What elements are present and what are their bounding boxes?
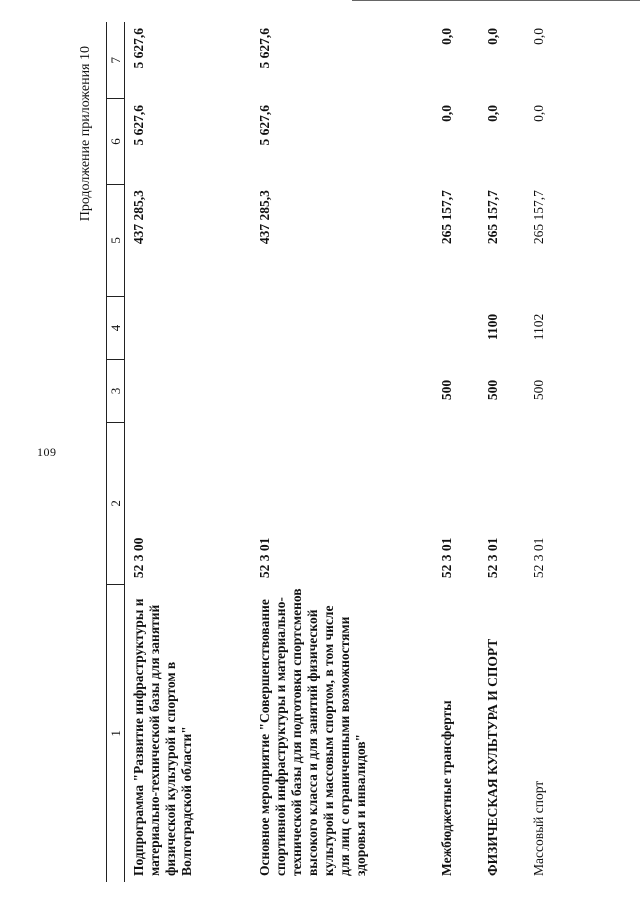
table-header-row bbox=[107, 22, 125, 882]
table-row bbox=[479, 22, 525, 882]
table-row bbox=[433, 22, 479, 882]
row-c5: 265 157,7 bbox=[485, 190, 500, 245]
row-c7: 5 627,6 bbox=[257, 28, 272, 69]
row-code: 52 3 01 bbox=[531, 537, 546, 579]
row-c6: 5 627,6 bbox=[257, 104, 272, 146]
row-name: ФИЗИЧЕСКАЯ КУЛЬТУРА И СПОРТ bbox=[485, 638, 500, 876]
row-c4: 1100 bbox=[485, 313, 500, 341]
top-rule bbox=[352, 0, 640, 1]
row-c7: 0,0 bbox=[531, 28, 546, 45]
row-c5: 265 157,7 bbox=[439, 190, 454, 245]
budget-table bbox=[106, 22, 565, 882]
column-header: 4 bbox=[107, 297, 125, 360]
row-name: Подпрограмма "Развитие инфраструктуры и материально-технической базы для занятий физической культурой и спортом в Волгоградской области" bbox=[131, 598, 194, 876]
row-c7: 5 627,6 bbox=[131, 28, 146, 69]
row-c7: 0,0 bbox=[485, 28, 500, 45]
row-name: Основное мероприятие "Совершенствование спортивной инфраструктуры и материально-технической базы для подготовки спортсменов высокого класса и для занятий физической культурой и массовым спортом, в том числе для лиц с ограниченными возможностями здоровья и инвалидов" bbox=[257, 588, 368, 876]
row-c3 bbox=[125, 359, 252, 422]
column-header: 3 bbox=[107, 359, 125, 422]
row-c6: 5 627,6 bbox=[131, 104, 146, 146]
table-row bbox=[525, 22, 565, 882]
rotated-page-content bbox=[48, 22, 568, 882]
row-c5: 437 285,3 bbox=[131, 190, 146, 245]
row-code: 52 3 00 bbox=[131, 537, 146, 579]
row-c4 bbox=[251, 297, 433, 360]
row-c6: 0,0 bbox=[439, 104, 454, 122]
row-c5: 265 157,7 bbox=[531, 190, 546, 245]
row-c4 bbox=[125, 297, 252, 360]
column-header: 5 bbox=[107, 184, 125, 297]
row-c4 bbox=[433, 297, 479, 360]
row-code: 52 3 01 bbox=[485, 537, 500, 579]
row-c3: 500 bbox=[485, 379, 500, 401]
appendix-caption: Продолжение приложения 10 bbox=[78, 46, 93, 222]
table-row bbox=[125, 22, 252, 882]
row-c5: 437 285,3 bbox=[257, 190, 272, 245]
column-header: 2 bbox=[107, 423, 125, 585]
row-code: 52 3 01 bbox=[257, 537, 272, 579]
column-header: 7 bbox=[107, 22, 125, 99]
row-name: Межбюджетные трансферты bbox=[439, 700, 454, 876]
table-row bbox=[251, 22, 433, 882]
row-c3: 500 bbox=[531, 379, 546, 401]
column-header: 1 bbox=[107, 584, 125, 882]
row-code: 52 3 01 bbox=[439, 537, 454, 579]
column-header: 6 bbox=[107, 99, 125, 184]
row-name: Массовый спорт bbox=[531, 780, 546, 876]
row-c3 bbox=[251, 359, 433, 422]
row-c6: 0,0 bbox=[485, 104, 500, 122]
row-c4: 1102 bbox=[531, 313, 546, 341]
row-c7: 0,0 bbox=[439, 28, 454, 45]
row-c3: 500 bbox=[439, 379, 454, 401]
page-number: 109 bbox=[37, 445, 57, 459]
row-c6: 0,0 bbox=[531, 104, 546, 122]
